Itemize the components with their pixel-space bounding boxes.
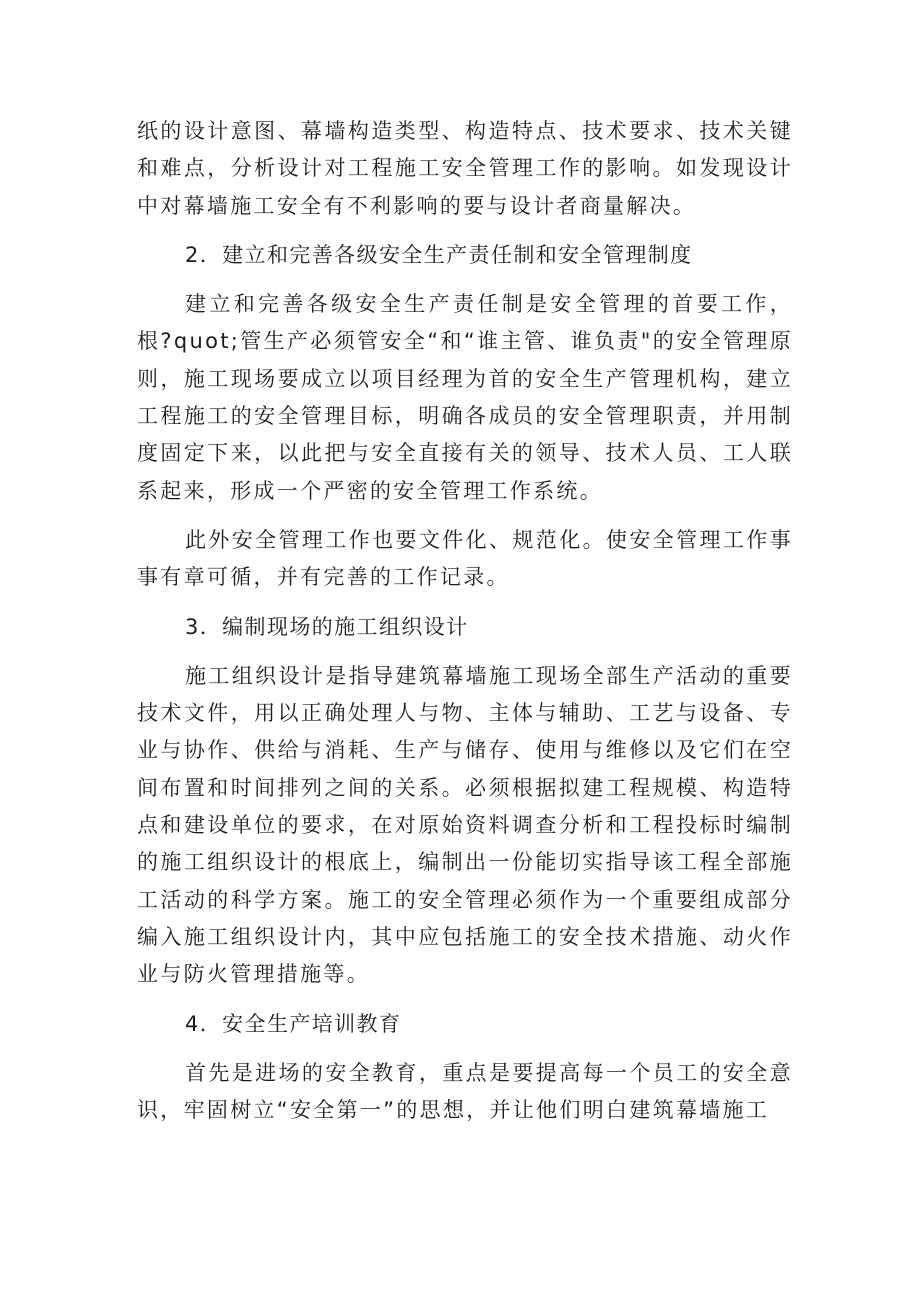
section-heading-3: 3．编制现场的施工组织设计 <box>185 614 469 639</box>
paragraph-safety-training: 首先是进场的安全教育，重点是要提高每一个员工的安全意识，牢固树立“安全第一”的思想，并让他们明白建筑幕墙施工 <box>137 1060 793 1123</box>
section-heading-4: 4．安全生产培训教育 <box>185 1011 402 1036</box>
section-heading-2: 2．建立和完善各级安全生产责任制和安全管理制度 <box>185 242 693 267</box>
paragraph-design-intent: 纸的设计意图、幕墙构造类型、构造特点、技术要求、技术关键和难点，分析设计对工程施工安全管理工作的影响。如发现设计中对幕墙施工安全有不利影响的要与设计者商量解决。 <box>137 119 793 218</box>
paragraph-construction-design: 施工组织设计是指导建筑幕墙施工现场全部生产活动的重要技术文件，用以正确处理人与物、主体与辅助、工艺与设备、专业与协作、供给与消耗、生产与储存、使用与维修以及它们在空间布置和时间排列之间的关系。必须根据拟建工程规模、构造特点和建设单位的要求，在对原始资料调查分析和工程投标时编制的施工组织设计的根底上，编制出一份能切实指导该工程全部施工活动的科学方案。施工的安全管理必须作为一个重要组成部分编入施工组织设计内，其中应包括施工的安全技术措施、动火作业与防火管理措施等。 <box>137 663 793 987</box>
document-body <box>137 113 793 1129</box>
paragraph-documentation: 此外安全管理工作也要文件化、规范化。使安全管理工作事事有章可循，并有完善的工作记录。 <box>137 527 793 590</box>
paragraph-responsibility-system: 建立和完善各级安全生产责任制是安全管理的首要工作，根?quot;管生产必须管安全“和“谁主管、谁负责"的安全管理原则，施工现场要成立以项目经理为首的安全生产管理机构，建立工程施工的安全管理目标，明确各成员的安全管理职责，并用制度固定下来，以此把与安全直接有关的领导、技术人员、工人联系起来，形成一个严密的安全管理工作系统。 <box>137 292 793 503</box>
